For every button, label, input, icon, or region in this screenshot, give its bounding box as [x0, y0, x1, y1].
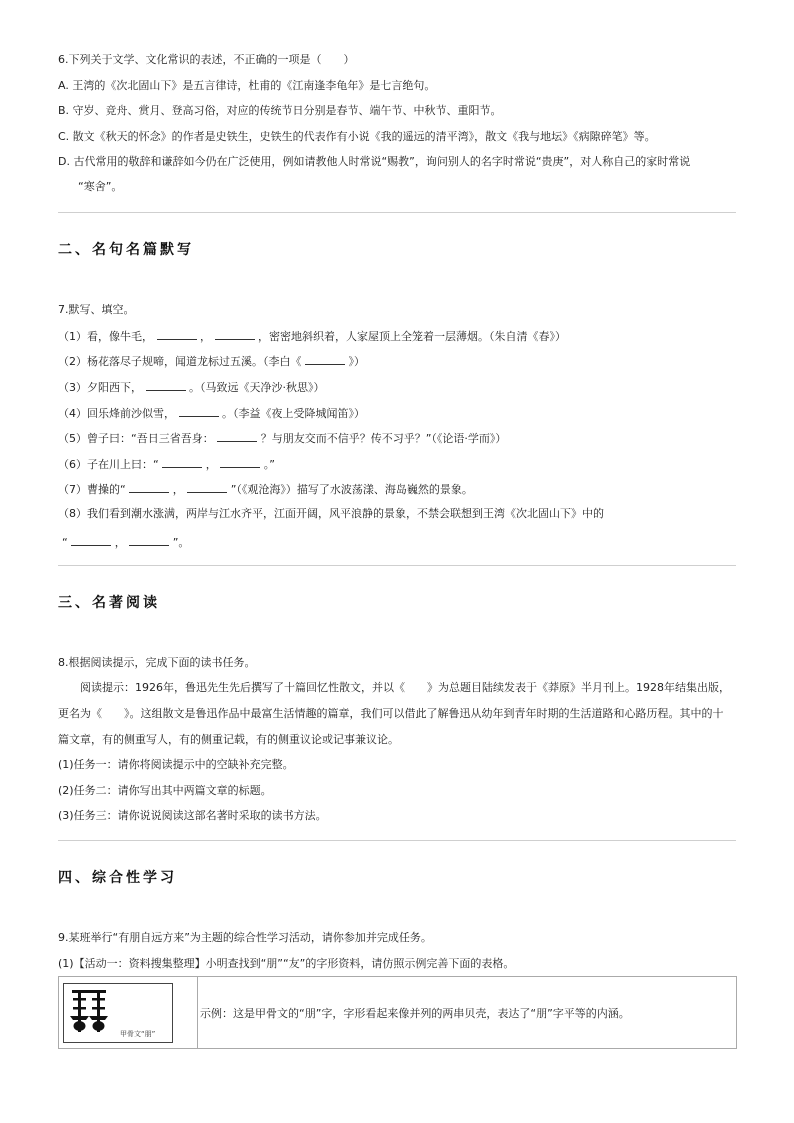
fill-blank[interactable] [129, 534, 169, 546]
glyph-image-cell [59, 977, 198, 1049]
glyph-table [58, 976, 737, 1049]
oracle-glyph-icon [64, 984, 172, 1042]
q7-item-2: （2）杨花落尽子规啼，闻道龙标过五溪。（李白《 》） [58, 355, 365, 368]
glyph-caption: 甲骨文“朋” [120, 1030, 156, 1038]
q7-item-3: （3）夕阳西下， 。（马致远《天净沙·秋思》） [58, 381, 325, 394]
q8-prompt-line-3: 篇文章，有的侧重写人，有的侧重记载，有的侧重议论或记事兼议论。 [58, 733, 399, 746]
oracle-bone-peng-image [63, 983, 173, 1043]
fill-blank[interactable] [305, 353, 345, 365]
q8-task-2: (2)任务二：请你写出其中两篇文章的标题。 [58, 784, 272, 797]
q9-stem: 9.某班举行“有朋自远方来”为主题的综合性学习活动，请你参加并完成任务。 [58, 931, 432, 944]
divider [58, 212, 736, 213]
q6-option-c: C. 散文《秋天的怀念》的作者是史铁生，史铁生的代表作有小说《我的遥远的清平湾》，散文《我与地坛》《病隙碎笔》等。 [58, 130, 656, 143]
q7-item-8-cont: “ ， ”。 [62, 536, 190, 549]
table-row [59, 977, 737, 1049]
divider [58, 840, 736, 841]
q8-stem: 8.根据阅读提示，完成下面的读书任务。 [58, 656, 256, 669]
fill-blank[interactable] [187, 481, 227, 493]
q7-item-1: （1）看，像牛毛， ， ，密密地斜织着，人家屋顶上全笼着一层薄烟。（朱自清《春》） [58, 330, 566, 343]
q8-prompt-line-2: 更名为《 》。这组散文是鲁迅作品中最富生活情趣的篇章，我们可以借此了解鲁迅从幼年到青年时期的生活道路和心路历程。其中的十 [58, 707, 724, 720]
q6-option-d-cont: “寒舍”。 [78, 180, 123, 193]
q7-item-5: （5）曾子曰：“吾日三省吾身： ？与朋友交而不信乎？传不习乎？”（《论语·学而》） [58, 432, 507, 445]
fill-blank[interactable] [146, 379, 186, 391]
fill-blank[interactable] [129, 481, 169, 493]
q6-option-d: D. 古代常用的敬辞和谦辞如今仍在广泛使用，例如请教他人时常说“赐教”，询问别人的名字时常说“贵庚”，对人称自己的家时常说 [58, 155, 691, 168]
q7-item-8: （8）我们看到潮水涨满，两岸与江水齐平，江面开阔，风平浪静的景象，不禁会联想到王湾《次北固山下》中的 [58, 507, 604, 520]
divider [58, 565, 736, 566]
fill-blank[interactable] [217, 430, 257, 442]
section-title-3: 三、名著阅读 [58, 595, 160, 611]
q7-item-6: （6）子在川上曰：“ ， 。” [58, 458, 275, 471]
q8-task-3: (3)任务三：请你说说阅读这部名著时采取的读书方法。 [58, 809, 327, 822]
fill-blank[interactable] [71, 534, 111, 546]
fill-blank[interactable] [179, 405, 219, 417]
section-title-2: 二、名句名篇默写 [58, 242, 194, 258]
q6-option-b: B. 守岁、竞舟、赏月、登高习俗，对应的传统节日分别是春节、端午节、中秋节、重阳节。 [58, 104, 502, 117]
q8-prompt-line-1: 阅读提示：1926年，鲁迅先生先后撰写了十篇回忆性散文，并以《 》为总题目陆续发表于《莽原》半月刊上。1928年结集出版， [80, 681, 730, 694]
fill-blank[interactable] [162, 456, 202, 468]
section-title-4: 四、综合性学习 [58, 870, 177, 886]
fill-blank[interactable] [157, 328, 197, 340]
q7-item-7: （7）曹操的“ ， ”（《观沧海》）描写了水波荡漾、海岛巍然的景象。 [58, 483, 473, 496]
q7-stem: 7.默写、填空。 [58, 303, 135, 316]
q8-task-1: (1)任务一：请你将阅读提示中的空缺补充完整。 [58, 758, 294, 771]
q6-stem: 6.下列关于文学、文化常识的表述，不正确的一项是（ ） [58, 53, 355, 66]
example-cell: 示例：这是甲骨文的“朋”字，字形看起来像并列的两串贝壳，表达了“朋”字平等的内涵。 [198, 977, 737, 1049]
fill-blank[interactable] [220, 456, 260, 468]
q7-item-4: （4）回乐烽前沙似雪， 。（李益《夜上受降城闻笛》） [58, 407, 365, 420]
fill-blank[interactable] [215, 328, 255, 340]
q6-option-a: A. 王湾的《次北固山下》是五言律诗，杜甫的《江南逢李龟年》是七言绝句。 [58, 79, 436, 92]
q9-subtask-1: (1)【活动一：资料搜集整理】小明查找到“朋”“友”的字形资料，请仿照示例完善下面的表格。 [58, 957, 515, 970]
